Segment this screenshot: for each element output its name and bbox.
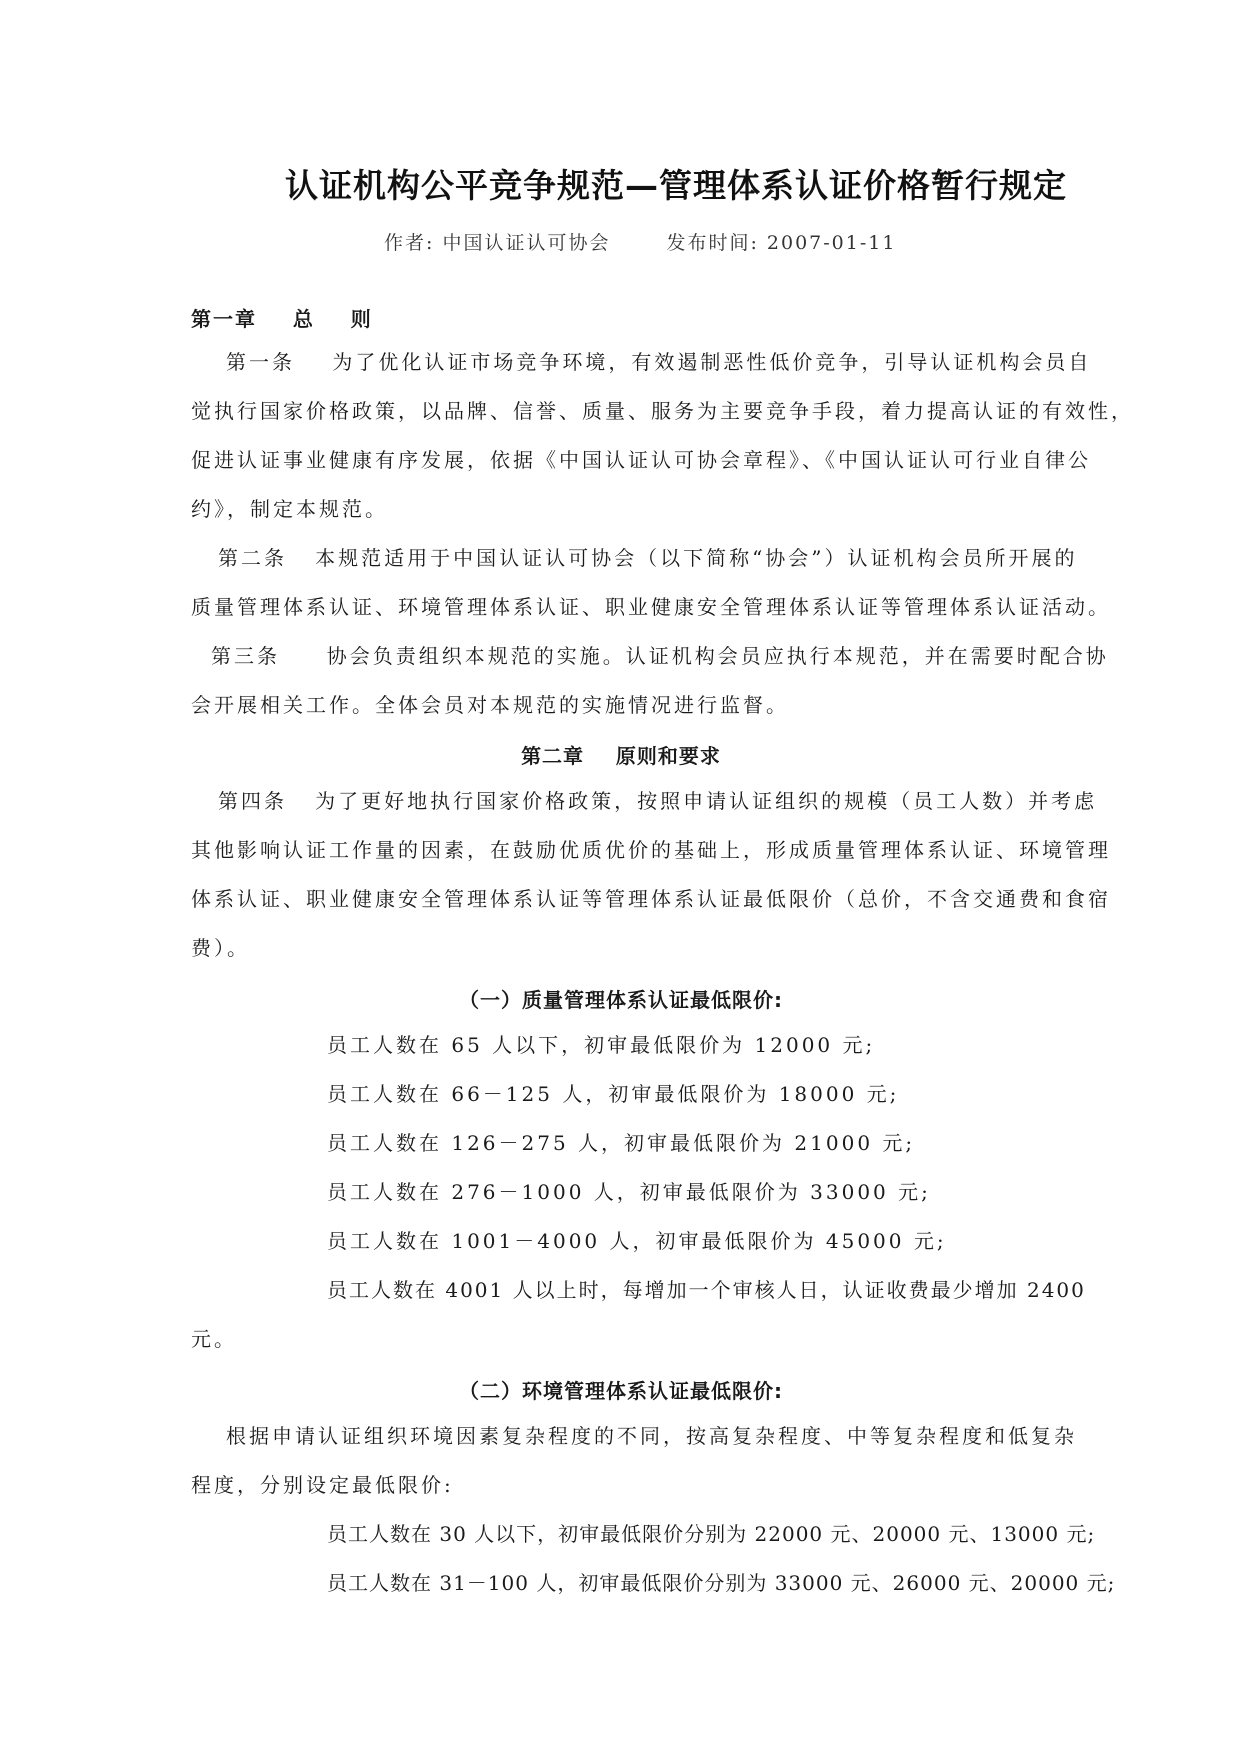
article4-line: 其他影响认证工作量的因素，在鼓励优质优价的基础上，形成质量管理体系认证、环境管理 (191, 838, 1111, 862)
article3-line: 会开展相关工作。全体会员对本规范的实施情况进行监督。 (191, 693, 789, 717)
section1-item: 员工人数在 66－125 人，初审最低限价为 18000 元; (327, 1082, 900, 1106)
article4-line: 费）。 (191, 936, 250, 960)
publish-date: 发布时间: 2007-01-11 (666, 232, 897, 254)
section1-item: 员工人数在 1001－4000 人，初审最低限价为 45000 元; (327, 1229, 947, 1253)
section2-intro-line: 程度，分别设定最低限价: (191, 1473, 454, 1497)
document-title: 认证机构公平竞争规范—管理体系认证价格暂行规定 (285, 166, 1067, 205)
article1-line: 第一条 为了优化认证市场竞争环境，有效遏制恶性低价竞争，引导认证机构会员自 (226, 350, 1092, 374)
chapter2-heading: 第二章 原则和要求 (521, 744, 721, 768)
article4-line: 体系认证、职业健康安全管理体系认证等管理体系认证最低限价（总价，不含交通费和食宿 (191, 887, 1111, 911)
byline (384, 228, 896, 255)
article1-line: 约》，制定本规范。 (191, 497, 388, 521)
section2-item: 员工人数在 31－100 人，初审最低限价分别为 33000 元、26000 元、20000 元; (327, 1571, 1116, 1595)
author: 作者: 中国认证认可协会 (384, 232, 611, 254)
section1-item: 员工人数在 126－275 人，初审最低限价为 21000 元; (327, 1131, 916, 1155)
section1-item: 员工人数在 4001 人以上时，每增加一个审核人日，认证收费最少增加 2400 (327, 1278, 1086, 1302)
article1-line: 觉执行国家价格政策，以品牌、信誉、质量、服务为主要竞争手段，着力提高认证的有效性， (191, 399, 1134, 423)
article4-line: 第四条 为了更好地执行国家价格政策，按照申请认证组织的规模（员工人数）并考虑 (218, 789, 1098, 813)
section2-item: 员工人数在 30 人以下，初审最低限价分别为 22000 元、20000 元、13000 元; (327, 1522, 1096, 1546)
article3-line: 第三条 协会负责组织本规范的实施。认证机构会员应执行本规范，并在需要时配合协 (211, 644, 1109, 668)
section1-item: 员工人数在 65 人以下，初审最低限价为 12000 元; (327, 1033, 876, 1057)
chapter1-heading: 第一章 总 则 (191, 307, 373, 331)
section1-heading: （一）质量管理体系认证最低限价: (459, 988, 783, 1012)
article2-line: 第二条 本规范适用于中国认证认可协会（以下简称“协会”）认证机构会员所开展的 (218, 546, 1078, 570)
article1-line: 促进认证事业健康有序发展，依据《中国认证认可协会章程》、《中国认证认可行业自律公 (191, 448, 1091, 472)
section1-item-tail: 元。 (191, 1327, 237, 1351)
section2-heading: （二）环境管理体系认证最低限价: (459, 1379, 783, 1403)
article2-line: 质量管理体系认证、环境管理体系认证、职业健康安全管理体系认证等管理体系认证活动。 (191, 595, 1111, 619)
section2-intro-line: 根据申请认证组织环境因素复杂程度的不同，按高复杂程度、中等复杂程度和低复杂 (226, 1424, 1077, 1448)
section1-item: 员工人数在 276－1000 人，初审最低限价为 33000 元; (327, 1180, 931, 1204)
